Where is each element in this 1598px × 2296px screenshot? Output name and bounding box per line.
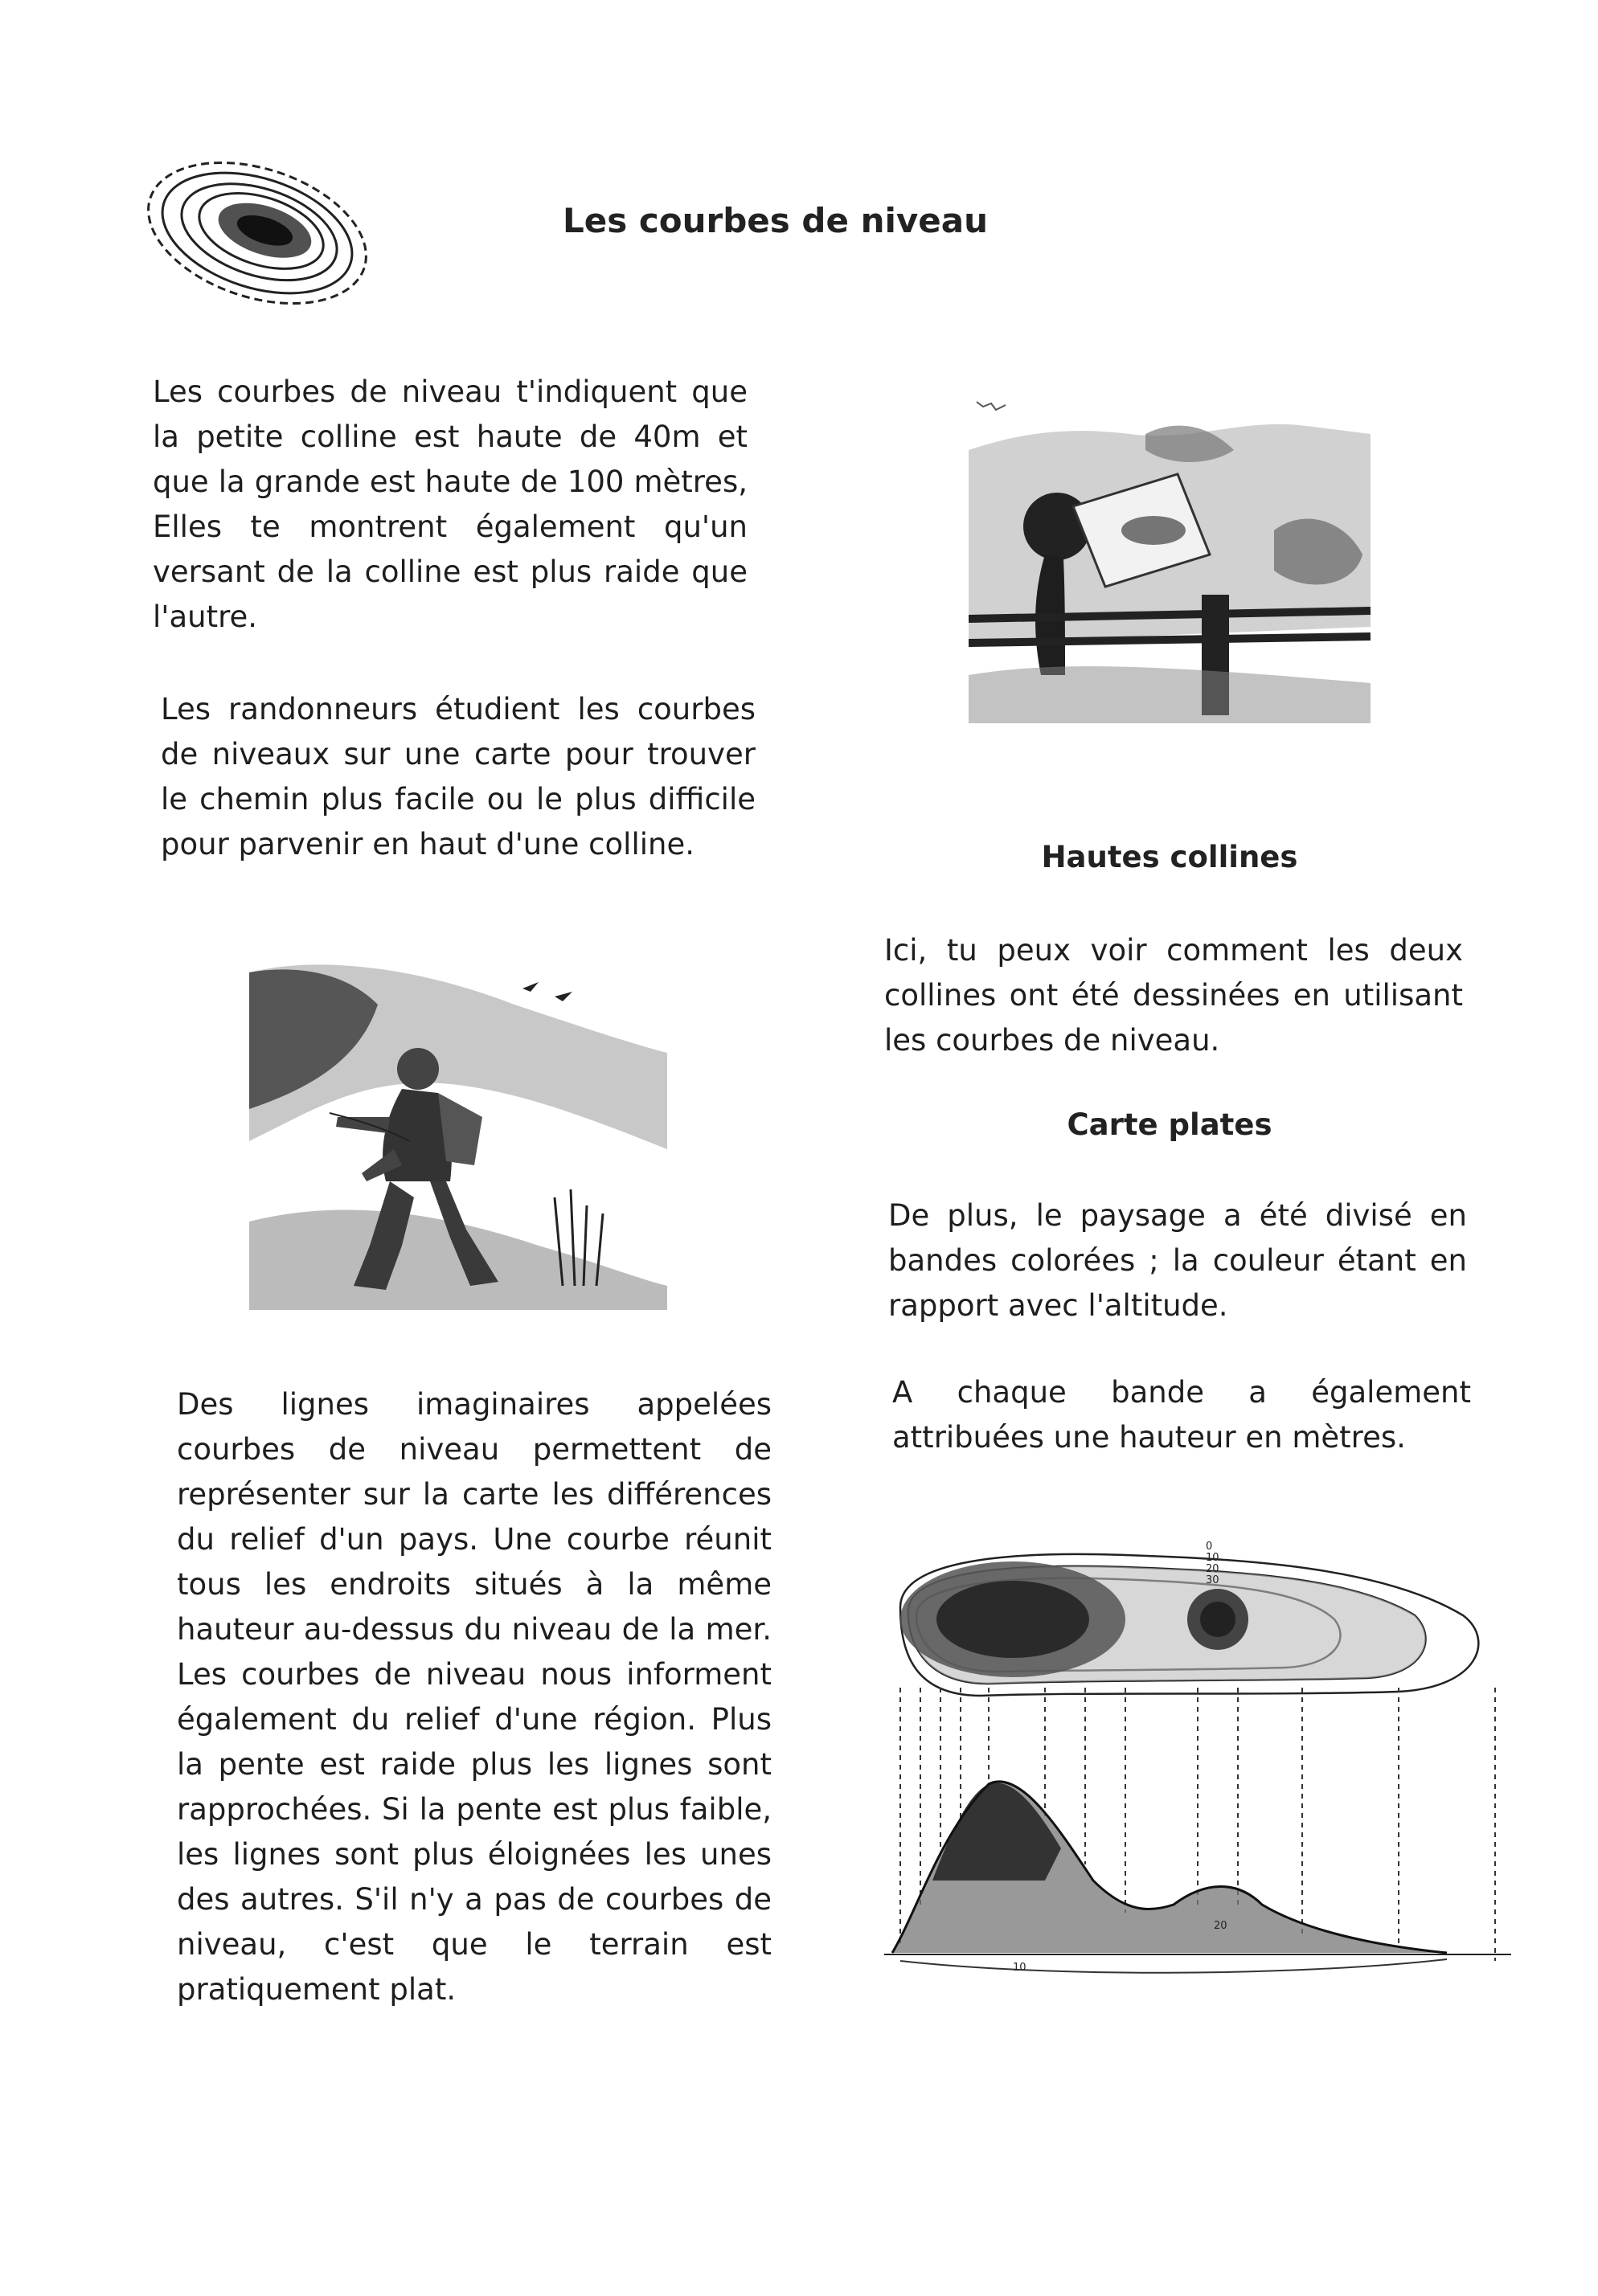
contour-label-0: 0 xyxy=(1206,1541,1213,1553)
profile-label-10: 10 xyxy=(1013,1962,1026,1974)
left-paragraph-3: Des lignes imaginaires appelées courbes de niveau permettent de représenter sur la carte les différences du relief d'un pays. Une courbe réunit tous les endroits situés à la même hauteur au-dessus du niveau de la mer. Les courbes de niveau nous informent également du relief d'une région. Plus la pente est raide plus les lignes sont rapprochées. Si la pente est plus faible, les lignes sont plus éloignées les unes des autres. S'il n'y a pas de courbes de niveau, c'est que le terrain est pratiquement plat. xyxy=(177,1387,772,2007)
page-title: Les courbes de niveau xyxy=(563,201,988,240)
heading-carte-plates: Carte plates xyxy=(1067,1107,1272,1142)
contour-profile-diagram xyxy=(884,1527,1511,1977)
heading-hautes-collines: Hautes collines xyxy=(1041,840,1298,874)
contour-label-30: 30 xyxy=(1206,1574,1219,1586)
map-reading-illustration xyxy=(969,386,1371,723)
contour-label-10: 10 xyxy=(1206,1552,1219,1564)
left-paragraph-2: Les randonneurs étudient les courbes de niveaux sur une carte pour trouver le chemin plus facile ou le plus difficile pour parvenir en haut d'une colline. xyxy=(161,692,756,862)
right-paragraph-2: De plus, le paysage a été divisé en bandes colorées ; la couleur étant en rapport avec l'altitude. xyxy=(888,1198,1467,1323)
contour-map-icon xyxy=(137,145,378,321)
contour-label-20: 20 xyxy=(1206,1563,1219,1575)
left-paragraph-1: Les courbes de niveau t'indiquent que la petite colline est haute de 40m et que la grande est haute de 100 mètres, Elles te montrent également qu'un versant de la colline est plus raide que l'autre. xyxy=(153,374,748,634)
right-paragraph-3: A chaque bande a également attribuées une hauteur en mètres. xyxy=(892,1375,1471,1455)
profile-label-20: 20 xyxy=(1214,1920,1227,1932)
right-paragraph-1: Ici, tu peux voir comment les deux collines ont été dessinées en utilisant les courbes de niveau. xyxy=(884,933,1463,1058)
hiker-illustration xyxy=(249,956,667,1310)
